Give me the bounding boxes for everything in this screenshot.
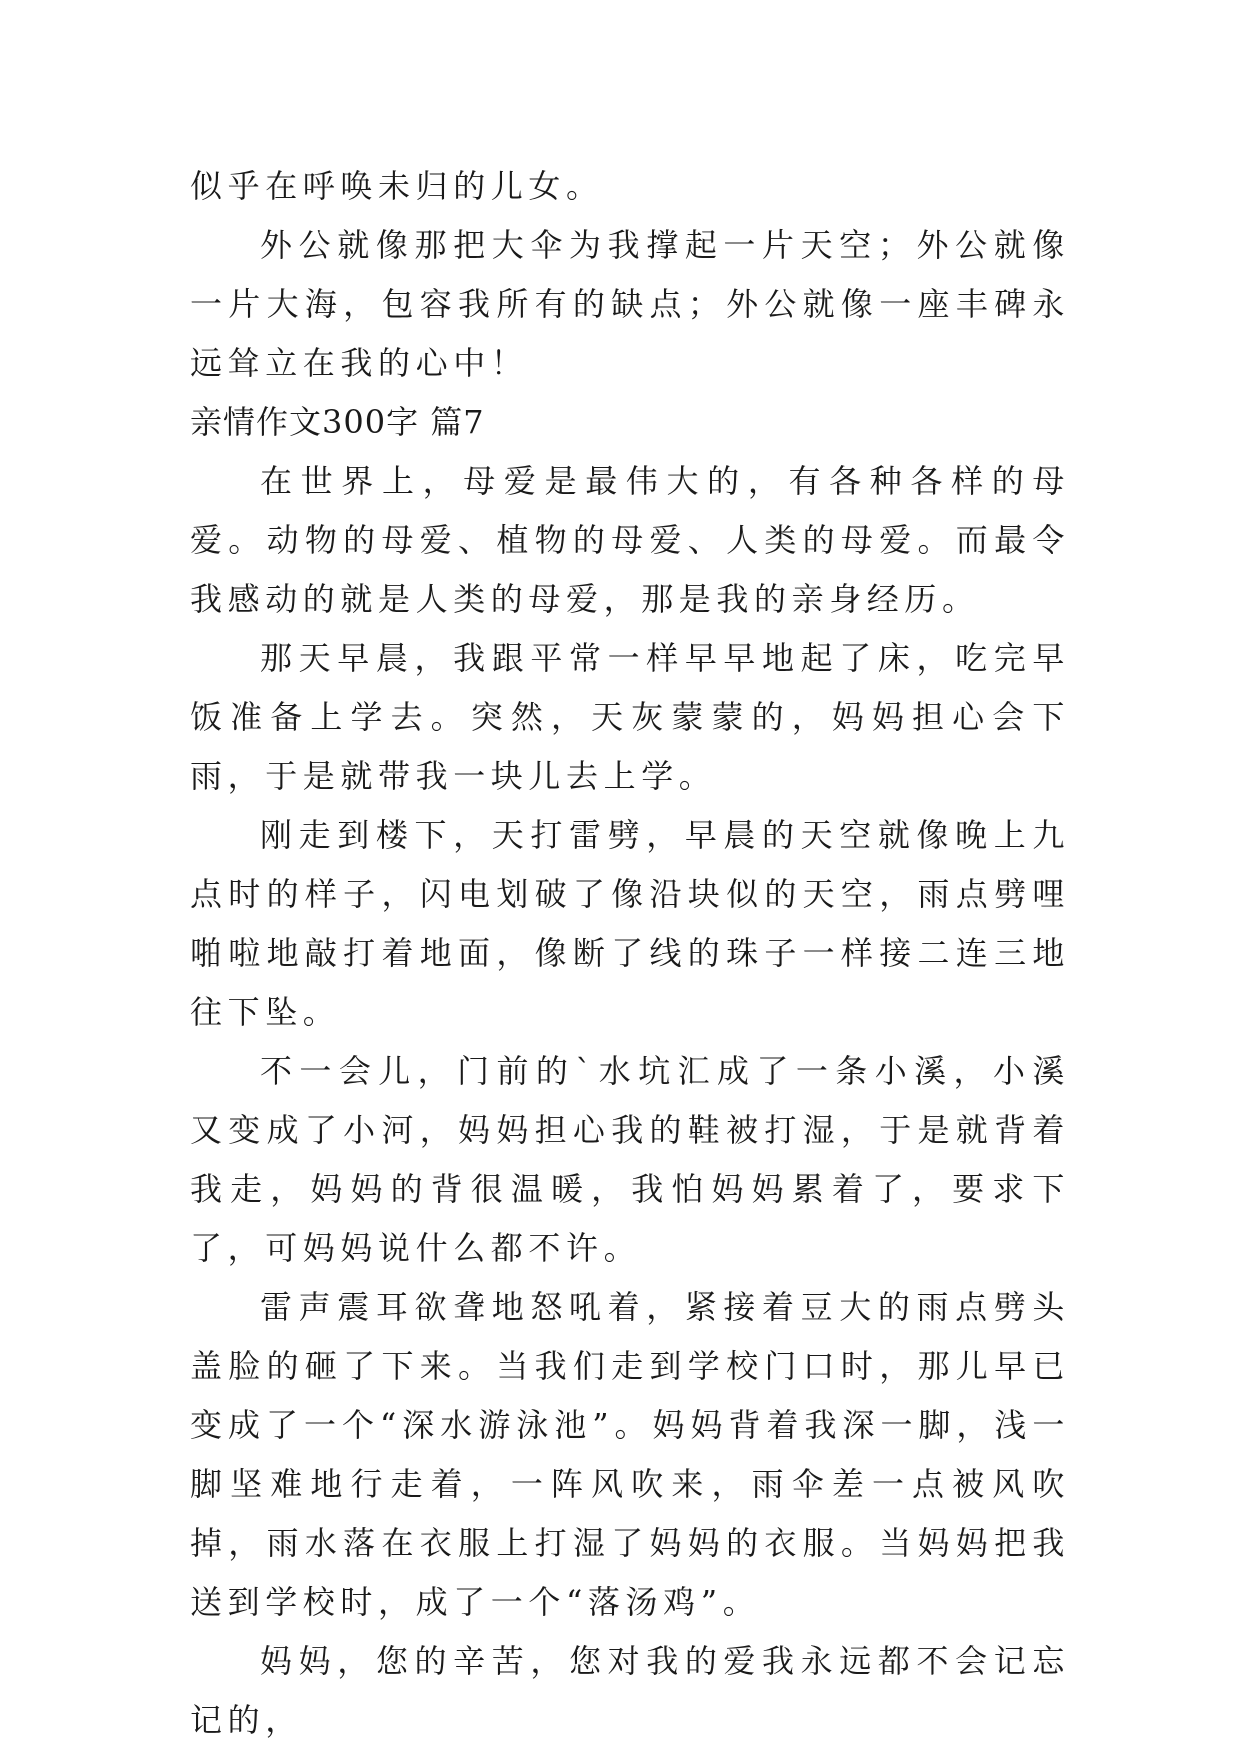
continuation-paragraph: 似乎在呼唤未归的儿女。 xyxy=(190,167,604,205)
section-heading: 亲情作文300字 篇7 xyxy=(190,403,485,441)
paragraph-puddle: 不一会儿，门前的`水坑汇成了一条小溪，小溪又变成了小河，妈妈担心我的鞋被打湿，于是就背着我走，妈妈的背很温暖，我怕妈妈累着了，要求下了，可妈妈说什么都不许。 xyxy=(190,1052,1070,1267)
paragraph-grandfather-umbrella: 外公就像那把大伞为我撑起一片天空；外公就像一片大海，包容我所有的缺点；外公就像一座丰碑永远耸立在我的心中！ xyxy=(190,226,1070,382)
document-body xyxy=(190,157,1070,1750)
paragraph-morning: 那天早晨，我跟平常一样早早地起了床，吃完早饭准备上学去。突然，天灰蒙蒙的，妈妈担心会下雨，于是就带我一块儿去上学。 xyxy=(190,639,1070,795)
paragraph-thunderstorm: 刚走到楼下，天打雷劈，早晨的天空就像晚上九点时的样子，闪电划破了像沿块似的天空，雨点劈哩啪啦地敲打着地面，像断了线的珠子一样接二连三地往下坠。 xyxy=(190,816,1070,1031)
paragraph-thunder-roar: 雷声震耳欲聋地怒吼着，紧接着豆大的雨点劈头盖脸的砸了下来。当我们走到学校门口时，那儿早已变成了一个“深水游泳池”。妈妈背着我深一脚，浅一脚坚难地行走着，一阵风吹来，雨伞差一点被风吹掉，雨水落在衣服上打湿了妈妈的衣服。当妈妈把我送到学校时，成了一个“落汤鸡”。 xyxy=(190,1288,1070,1621)
paragraph-closing: 妈妈，您的辛苦，您对我的爱我永远都不会记忘记的， xyxy=(190,1642,1070,1739)
paragraph-mother-love: 在世界上，母爱是最伟大的，有各种各样的母爱。动物的母爱、植物的母爱、人类的母爱。而最令我感动的就是人类的母爱，那是我的亲身经历。 xyxy=(190,462,1070,618)
